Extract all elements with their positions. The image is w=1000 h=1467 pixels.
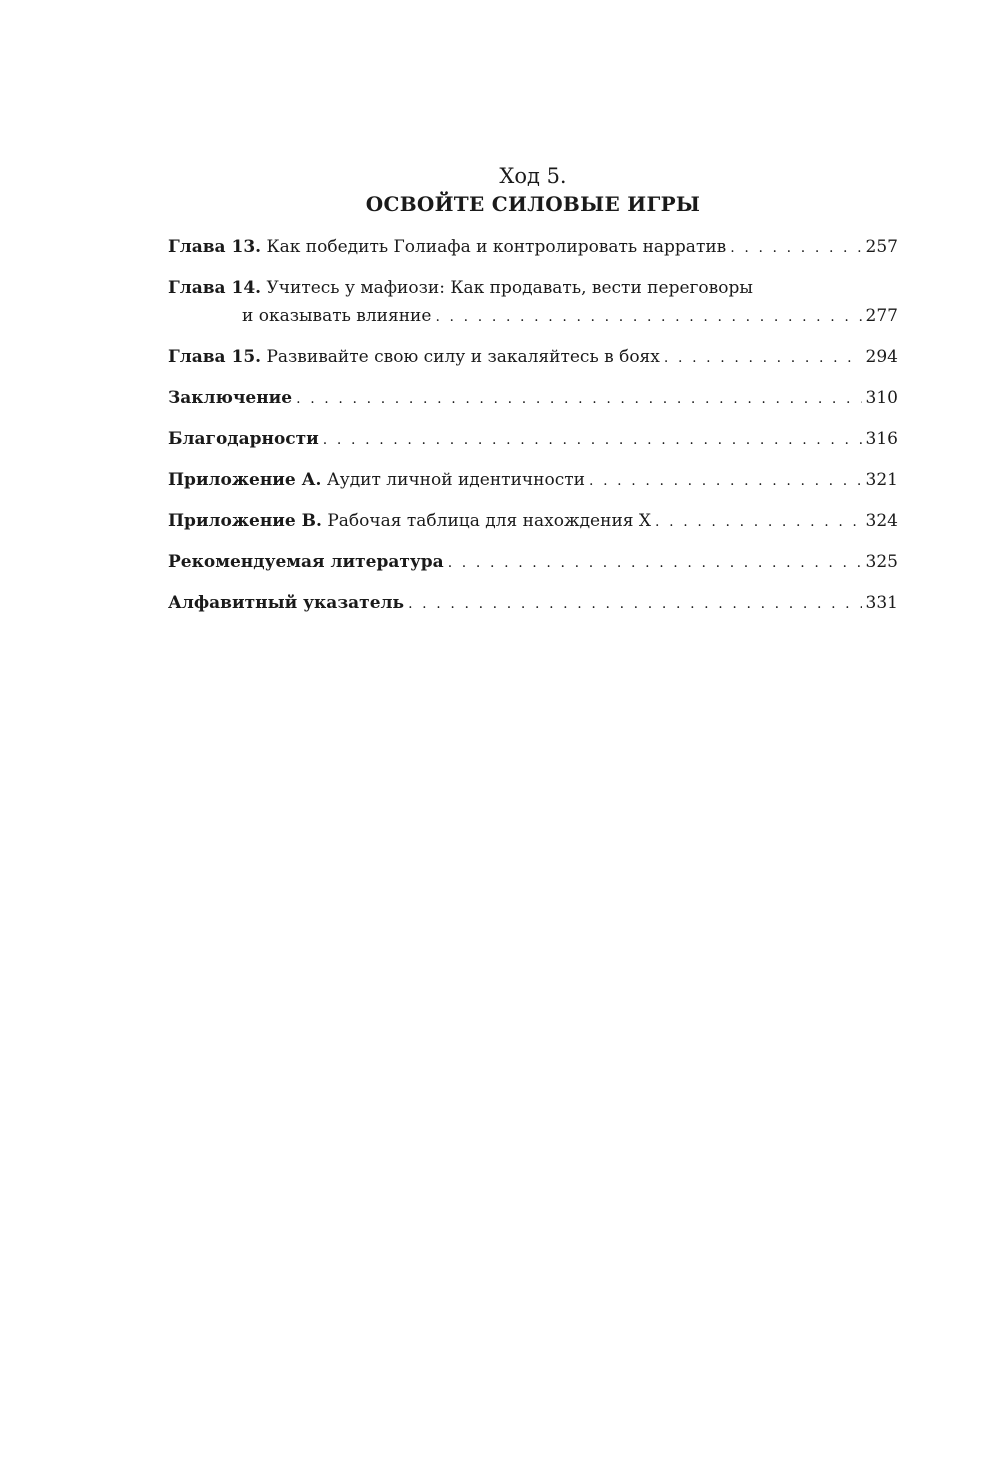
toc-entry-label: [168, 592, 404, 614]
toc-entry-appendix-b[interactable]: [168, 510, 898, 533]
part-title: ОСВОЙТЕ СИЛОВЫЕ ИГРЫ: [365, 192, 701, 216]
toc-entry-page: 325: [865, 552, 898, 572]
part-header: [168, 162, 898, 218]
part-number: Ход 5.: [499, 164, 567, 188]
dot-leader: [408, 593, 861, 615]
toc-entry-page: 294: [865, 347, 898, 367]
dot-leader: [655, 511, 862, 533]
toc-entry-prefix: Приложение В.: [168, 511, 322, 531]
dot-leader: [589, 470, 862, 492]
toc-entry-title: Аудит личной идентичности: [321, 470, 585, 490]
toc-entry-chapter-15[interactable]: [168, 346, 898, 369]
toc-entry-index[interactable]: [168, 592, 898, 615]
toc-entry-continuation: и оказывать влияние: [242, 306, 432, 326]
toc-entry-page: 257: [865, 237, 898, 257]
toc-entry-prefix: Глава 13.: [168, 237, 262, 257]
toc-entry-prefix: Алфавитный указатель: [168, 593, 405, 613]
toc-entry-page: 321: [865, 470, 898, 490]
dot-leader: [435, 306, 861, 328]
toc-entry-label: [168, 428, 319, 450]
toc-entry-recommended-reading[interactable]: [168, 551, 898, 574]
toc-entry-prefix: Благодарности: [168, 429, 319, 449]
toc-entry-prefix: Приложение А.: [168, 470, 322, 490]
dot-leader: [448, 552, 862, 574]
toc-entry-page: 324: [865, 511, 898, 531]
toc-page: [168, 162, 898, 615]
toc-entry-appendix-a[interactable]: [168, 469, 898, 492]
toc-entry-prefix: Глава 14.: [168, 278, 262, 298]
toc-entry-label: [168, 236, 726, 258]
toc-entry-label: [168, 346, 660, 368]
dot-leader: [296, 388, 861, 410]
dot-leader: [323, 429, 862, 451]
toc-entry-acknowledgements[interactable]: [168, 428, 898, 451]
table-of-contents: [168, 236, 898, 615]
toc-entry-page: 310: [865, 388, 898, 408]
toc-entry-label: [168, 551, 444, 573]
toc-entry-prefix: Рекомендуемая литература: [168, 552, 444, 572]
toc-entry-label: [168, 277, 753, 299]
toc-entry-title: Рабочая таблица для нахождения Х: [321, 511, 652, 531]
toc-entry-prefix: Глава 15.: [168, 347, 262, 367]
toc-entry-page: 277: [865, 306, 898, 326]
toc-entry-conclusion[interactable]: [168, 387, 898, 410]
toc-entry-label: [168, 510, 651, 532]
toc-entry-prefix: Заключение: [168, 388, 293, 408]
dot-leader: [664, 347, 862, 369]
toc-entry-title: Учитесь у мафиози: Как продавать, вести переговоры: [261, 278, 753, 298]
toc-entry-title: Как победить Голиафа и контролировать нарратив: [261, 237, 727, 257]
toc-entry-label: [168, 469, 585, 491]
dot-leader: [730, 237, 861, 259]
toc-entry-page: 331: [865, 593, 898, 613]
toc-entry-label: [168, 387, 292, 409]
toc-entry-chapter-13[interactable]: [168, 236, 898, 259]
toc-entry-title: Развивайте свою силу и закаляйтесь в боях: [261, 347, 660, 367]
toc-entry-chapter-14[interactable]: [168, 277, 898, 328]
toc-entry-page: 316: [865, 429, 898, 449]
